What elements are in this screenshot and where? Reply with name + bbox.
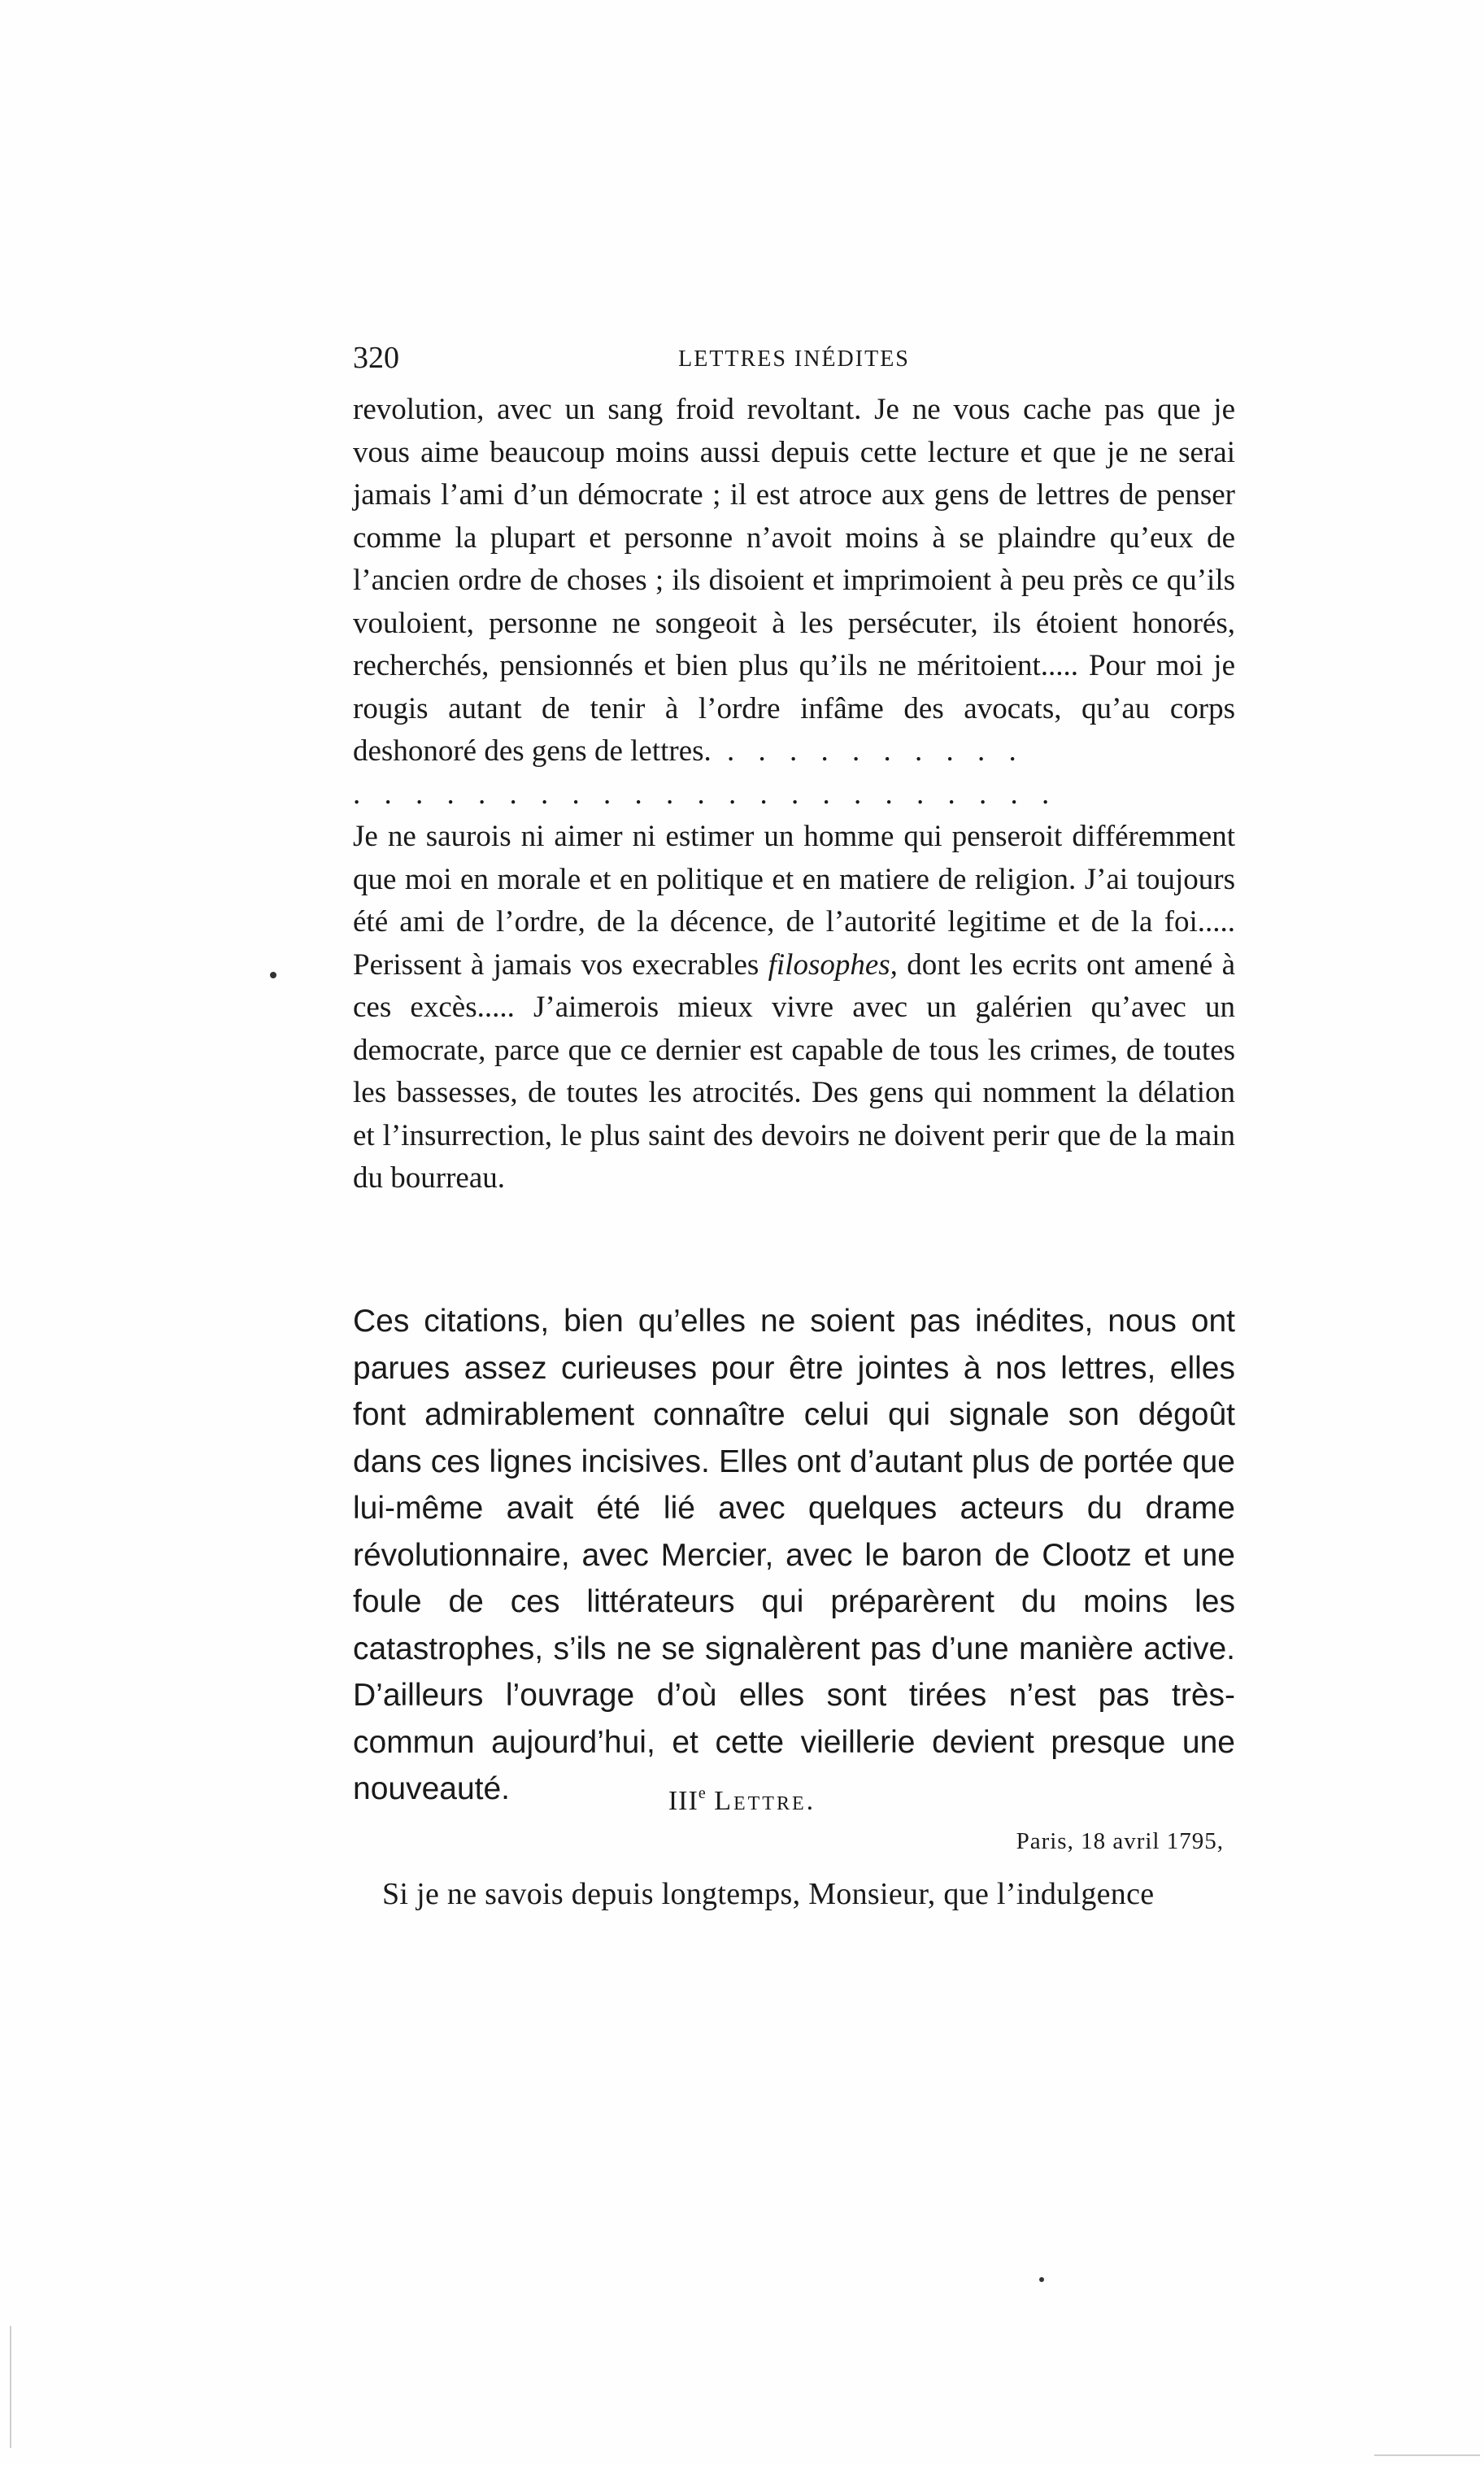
quote-italic-word: filosophes,	[768, 947, 898, 982]
quote-paragraph-2-start: Je ne saurois ni aimer ni estimer un homme qui penseroit différemment que moi en morale et en politique et en matiere de religion. J’ai toujours été ami de l’ordre, de la décence, de l’autorité legitime et de la foi..... Perissent à jamais vos execrables	[353, 820, 1235, 982]
left-edge-line	[10, 2326, 11, 2448]
commentary-text: Ces citations, bien qu’elles ne soient pas inédites, nous ont parues assez curieuses pour être jointes à nos lettres, elles font admirablement connaître celui qui signale son dégoût dans ces lignes incisives. Elles ont d’autant plus de portée que lui-même avait été lié avec quelques acteurs du drame révolutionnaire, avec Mercier, avec le baron de Clootz et une foule de ces littérateurs qui préparèrent du moins les catastrophes, s’ils ne se signalèrent pas d’une manière active. D’ailleurs l’ouvrage d’où elles sont tirées n’est pas très-commun aujourd’hui, et cette vieillerie devient presque une nouveauté.	[353, 1304, 1235, 1806]
bottom-edge-line	[1374, 2454, 1480, 2456]
letter-numeral-sup: e	[698, 1784, 707, 1802]
quote-paragraph-2	[353, 816, 1235, 1200]
quoted-passage	[353, 389, 1235, 1200]
quote-trailing-dots: . . . . . . . . . .	[711, 734, 1025, 768]
commentary-paragraph	[353, 1298, 1235, 1813]
quote-paragraph-1	[353, 389, 1235, 773]
stray-mark	[1039, 2277, 1044, 2282]
letter-numeral: III	[668, 1786, 698, 1816]
margin-bullet-mark	[270, 972, 276, 978]
page-header	[353, 340, 1235, 381]
running-head: LETTRES INÉDITES	[678, 346, 910, 372]
letter-word: Lettre.	[714, 1786, 816, 1816]
letter-dateline: Paris, 18 avril 1795,	[1016, 1828, 1224, 1854]
ellipsis-line: . . . . . . . . . . . . . . . . . . . . . . .	[353, 777, 1058, 811]
quote-paragraph-2-end: dont les ecrits ont amené à ces excès..... J’aimerois mieux vivre avec un galérien qu’avec un democrate, parce que ce dernier est capable de tous les crimes, de toutes les bassesses, de toutes les atrocités. Des gens qui nomment la délation et l’insurrection, le plus saint des devoirs ne doivent perir que de la main du bourreau.	[353, 947, 1235, 1195]
letter-heading	[0, 1784, 1484, 1817]
quote-paragraph-1-text: revolution, avec un sang froid revoltant. Je ne vous cache pas que je vous aime beaucoup moins aussi depuis cette lecture et que je ne serai jamais l’ami d’un démocrate ; il est atroce aux gens de lettres de penser comme la plupart et personne n’avoit moins à se plaindre qu’eux de l’ancien ordre de choses ; ils disoient et imprimoient à peu près ce qu’ils vouloient, personne ne songeoit à les persécuter, ils étoient honorés, recherchés, pensionnés et bien plus qu’ils ne méritoient..... Pour moi je rougis autant de tenir à l’ordre infâme des avocats, qu’au corps deshonoré des gens de lettres.	[353, 393, 1235, 768]
letter-opening-line: Si je ne savois depuis longtemps, Monsieur, que l’indulgence	[382, 1877, 1155, 1911]
page-number: 320	[353, 341, 399, 375]
